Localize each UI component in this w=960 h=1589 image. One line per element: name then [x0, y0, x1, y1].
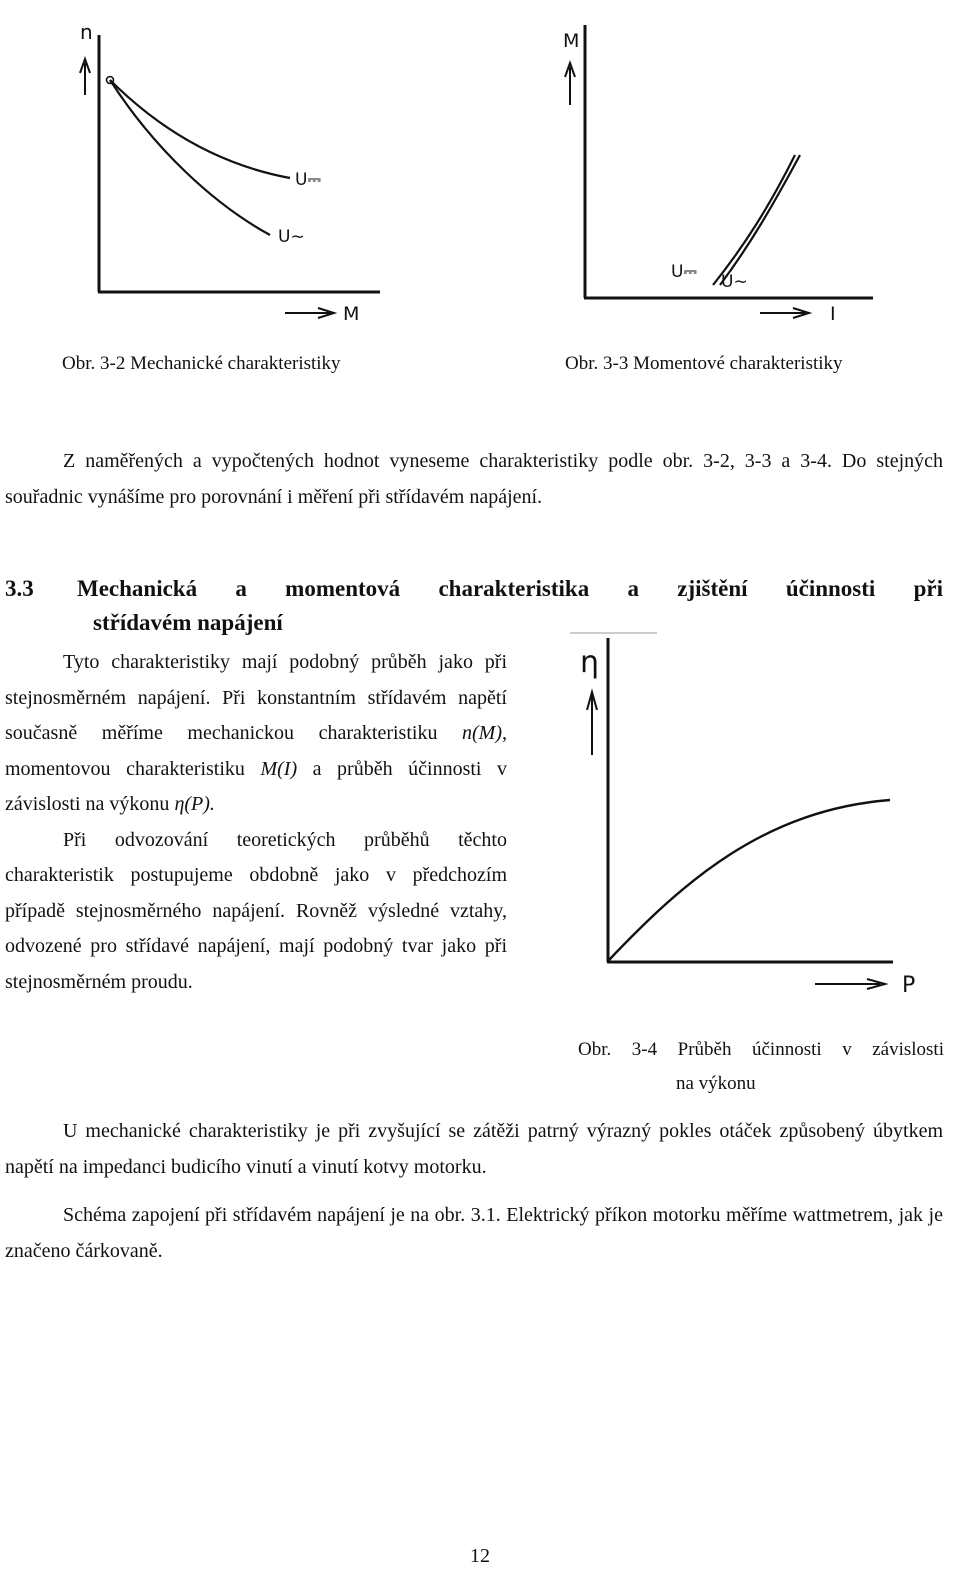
figure-3-3-caption: Obr. 3-3 Momentové charakteristiky	[565, 353, 843, 374]
math-eta-p: η(P).	[174, 793, 215, 815]
page-number: 12	[470, 1545, 490, 1567]
figure-3-4-caption-line1: Obr. 3-4 Průběh účinnosti v závislosti	[578, 1039, 944, 1060]
y-axis-label: η	[580, 645, 600, 680]
figure-3-4-caption-line2: na výkonu	[676, 1073, 756, 1094]
y-axis-label: n	[80, 20, 93, 44]
curve-u-dc	[713, 155, 795, 285]
curve-label-u-ac: U∼	[721, 272, 748, 292]
efficiency-curve	[609, 800, 890, 960]
x-axis-label: I	[830, 303, 836, 325]
figure-3-4	[565, 630, 945, 1000]
mechanical-characteristic-plot	[70, 15, 400, 335]
paragraph-1: Tyto charakteristiky mají podobný průběh jako při stejnosměrném napájení. Při konstantním střídavém napětí současně měříme mechanickou charakteristiku n(M), momentovou charakteristiku M(I) a průběh účinnosti v závislosti na výkonu η(P).	[5, 651, 507, 815]
figure-3-2	[70, 15, 400, 335]
figure-3-2-caption: Obr. 3-2 Mechanické charakteristiky	[62, 353, 341, 374]
figure-3-3	[555, 15, 875, 335]
paragraph-4: Schéma zapojení při střídavém napájení je na obr. 3.1. Elektrický příkon motorku měříme wattmetrem, jak je značeno čárkovaně.	[5, 1204, 943, 1262]
x-axis-label: P	[902, 973, 916, 998]
torque-characteristic-plot	[555, 15, 875, 335]
intro-paragraph: Z naměřených a vypočtených hodnot vyneseme charakteristiky podle obr. 3-2, 3-3 a 3-4. Do stejných souřadnic vynášíme pro porovnání i měření při střídavém napájení.	[5, 450, 943, 508]
heading-title-line2: střídavém napájení	[93, 610, 283, 635]
x-axis-label: M	[343, 303, 360, 325]
heading-number: 3.3	[5, 576, 34, 601]
curve-label-u-ac: U∼	[278, 227, 305, 247]
curve-label-u-dc: U⎓	[671, 262, 698, 282]
efficiency-plot	[565, 630, 945, 1000]
heading-title-line1: Mechanická a momentová charakteristika a zjištění účinnosti při	[77, 576, 943, 601]
math-n-m: n(M),	[462, 722, 507, 744]
bottom-text	[5, 1113, 943, 1269]
curve-u-dc	[110, 80, 290, 178]
paragraph-3: U mechanické charakteristiky je při zvyšující se zátěži patrný výrazný pokles otáček způsobený úbytkem napětí na impedanci budicího vinutí a vinutí kotvy motorku.	[5, 1120, 943, 1178]
paragraph-2: Při odvozování teoretických průběhů těchto charakteristik postupujeme obdobně jako v předchozím případě stejnosměrného napájení. Rovněž výsledné vztahy, odvozené pro střídavé napájení, mají podobný tvar jako při stejnosměrném proudu.	[5, 828, 507, 993]
math-m-i: M(I)	[260, 757, 298, 780]
curve-label-u-dc: U⎓	[295, 170, 322, 190]
left-column-text	[5, 645, 507, 1000]
y-axis-label: M	[563, 30, 580, 52]
